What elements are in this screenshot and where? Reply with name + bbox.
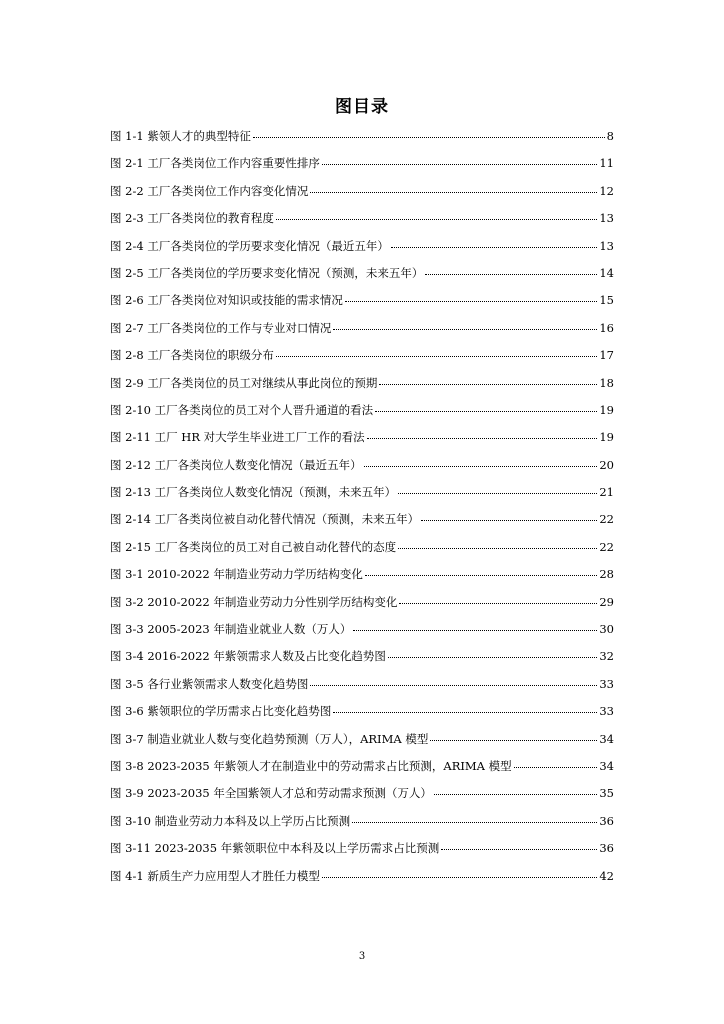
toc-entry-page: 8 bbox=[606, 129, 614, 143]
toc-entry-label: 图 3-1 2010-2022 年制造业劳动力学历结构变化 bbox=[110, 567, 363, 582]
toc-entry-label: 图 1-1 紫领人才的典型特征 bbox=[110, 129, 251, 143]
toc-entry[interactable] bbox=[110, 677, 614, 704]
toc-entry-page: 30 bbox=[599, 622, 614, 637]
dot-leader bbox=[322, 164, 598, 165]
toc-entry-page: 22 bbox=[599, 539, 614, 554]
toc-entry-label: 图 3-6 紫领职位的学历需求占比变化趋势图 bbox=[110, 704, 332, 719]
toc-entry[interactable] bbox=[110, 321, 614, 348]
dot-leader bbox=[364, 466, 598, 467]
dot-leader bbox=[421, 520, 597, 521]
toc-entry-page: 16 bbox=[599, 320, 614, 335]
toc-entry-page: 42 bbox=[599, 868, 614, 883]
dot-leader bbox=[367, 438, 598, 439]
dot-leader bbox=[352, 822, 597, 823]
dot-leader bbox=[322, 877, 598, 878]
toc-entry[interactable] bbox=[110, 266, 614, 293]
toc-entry-label: 图 2-3 工厂各类岗位的教育程度 bbox=[110, 211, 274, 226]
toc-entry-page: 32 bbox=[599, 649, 614, 664]
toc-entry[interactable] bbox=[110, 430, 614, 457]
dot-leader bbox=[365, 575, 597, 576]
toc-entry[interactable] bbox=[110, 540, 614, 567]
toc-entry-label: 图 3-8 2023-2035 年紫领人才在制造业中的劳动需求占比预测，ARIMA 模型 bbox=[110, 758, 512, 773]
toc-entry-label: 图 2-2 工厂各类岗位工作内容变化情况 bbox=[110, 183, 309, 198]
toc-entry[interactable] bbox=[110, 403, 614, 430]
page-number: 3 bbox=[358, 951, 366, 962]
toc-entry-label: 图 3-4 2016-2022 年紫领需求人数及占比变化趋势图 bbox=[110, 649, 386, 664]
dot-leader bbox=[388, 657, 597, 658]
toc-entry-label: 图 2-12 工厂各类岗位人数变化情况（最近五年） bbox=[110, 457, 362, 472]
dot-leader bbox=[391, 247, 598, 248]
dot-leader bbox=[345, 301, 598, 302]
dot-leader bbox=[276, 219, 598, 220]
toc-entry-label: 图 2-7 工厂各类岗位的工作与专业对口情况 bbox=[110, 320, 332, 335]
toc-entry-page: 19 bbox=[599, 430, 614, 445]
dot-leader bbox=[276, 356, 598, 357]
toc-entry-page: 12 bbox=[599, 183, 614, 198]
toc-entry[interactable] bbox=[110, 704, 614, 731]
toc-entry-page: 13 bbox=[599, 211, 614, 226]
toc-entry-page: 34 bbox=[599, 731, 614, 746]
toc-entry[interactable] bbox=[110, 293, 614, 320]
toc-entry-page: 33 bbox=[599, 676, 614, 691]
toc-entry-label: 图 2-6 工厂各类岗位对知识或技能的需求情况 bbox=[110, 293, 343, 308]
dot-leader bbox=[375, 411, 597, 412]
dot-leader bbox=[399, 603, 597, 604]
toc-entry[interactable] bbox=[110, 567, 614, 594]
toc-entry-label: 图 3-11 2023-2035 年紫领职位中本科及以上学历需求占比预测 bbox=[110, 841, 440, 856]
toc-entry-page: 20 bbox=[599, 457, 614, 472]
toc-entry-label: 图 2-8 工厂各类岗位的职级分布 bbox=[110, 348, 274, 363]
toc-entry-label: 图 3-7 制造业就业人数与变化趋势预测（万人），ARIMA 模型 bbox=[110, 731, 429, 746]
toc-entry-page: 29 bbox=[599, 594, 614, 609]
toc-entry[interactable] bbox=[110, 458, 614, 485]
toc-entry-page: 15 bbox=[599, 293, 614, 308]
dot-leader bbox=[514, 767, 598, 768]
toc-entry[interactable] bbox=[110, 841, 614, 868]
toc-entry[interactable] bbox=[110, 622, 614, 649]
dot-leader bbox=[333, 712, 597, 713]
toc-entry-label: 图 4-1 新质生产力应用型人才胜任力模型 bbox=[110, 868, 320, 883]
toc-entry-label: 图 2-1 工厂各类岗位工作内容重要性排序 bbox=[110, 156, 320, 171]
toc-entry-page: 19 bbox=[599, 402, 614, 417]
toc-entry-page: 34 bbox=[599, 758, 614, 773]
toc-entry[interactable] bbox=[110, 156, 614, 183]
dot-leader bbox=[398, 548, 597, 549]
toc-entry[interactable] bbox=[110, 512, 614, 539]
dot-leader bbox=[434, 794, 597, 795]
toc-entry[interactable] bbox=[110, 649, 614, 676]
toc-entry-page: 17 bbox=[599, 348, 614, 363]
toc-entry-page: 21 bbox=[599, 485, 614, 500]
toc-entry-page: 11 bbox=[599, 156, 614, 171]
toc-entry[interactable] bbox=[110, 348, 614, 375]
toc-entry-label: 图 2-15 工厂各类岗位的员工对自己被自动化替代的态度 bbox=[110, 539, 397, 554]
figure-list bbox=[110, 129, 614, 896]
toc-entry-page: 22 bbox=[599, 512, 614, 527]
toc-entry-label: 图 3-10 制造业劳动力本科及以上学历占比预测 bbox=[110, 813, 351, 828]
dot-leader bbox=[353, 630, 597, 631]
toc-entry-page: 35 bbox=[599, 786, 614, 801]
toc-entry-label: 图 2-11 工厂 HR 对大学生毕业进工厂工作的看法 bbox=[110, 430, 365, 445]
toc-entry-label: 图 2-14 工厂各类岗位被自动化替代情况（预测，未来五年） bbox=[110, 512, 420, 527]
dot-leader bbox=[310, 192, 597, 193]
dot-leader bbox=[333, 329, 597, 330]
toc-entry-page: 33 bbox=[599, 704, 614, 719]
toc-entry[interactable] bbox=[110, 239, 614, 266]
toc-entry-label: 图 2-4 工厂各类岗位的学历要求变化情况（最近五年） bbox=[110, 238, 389, 253]
toc-entry[interactable] bbox=[110, 732, 614, 759]
dot-leader bbox=[310, 685, 597, 686]
dot-leader bbox=[430, 740, 597, 741]
toc-entry-label: 图 2-10 工厂各类岗位的员工对个人晋升通道的看法 bbox=[110, 402, 374, 417]
dot-leader bbox=[253, 137, 605, 138]
dot-leader bbox=[379, 384, 597, 385]
dot-leader bbox=[398, 493, 597, 494]
dot-leader bbox=[425, 274, 597, 275]
toc-entry[interactable] bbox=[110, 759, 614, 786]
toc-entry[interactable] bbox=[110, 869, 614, 896]
toc-entry-label: 图 3-9 2023-2035 年全国紫领人才总和劳动需求预测（万人） bbox=[110, 786, 432, 801]
toc-entry[interactable] bbox=[110, 814, 614, 841]
toc-entry[interactable] bbox=[110, 129, 614, 156]
toc-entry-label: 图 3-3 2005-2023 年制造业就业人数（万人） bbox=[110, 622, 352, 637]
toc-entry-label: 图 2-9 工厂各类岗位的员工对继续从事此岗位的预期 bbox=[110, 375, 378, 390]
toc-entry-page: 13 bbox=[599, 238, 614, 253]
toc-entry[interactable] bbox=[110, 376, 614, 403]
toc-entry-label: 图 2-5 工厂各类岗位的学历要求变化情况（预测，未来五年） bbox=[110, 265, 424, 280]
toc-title: 图目录 bbox=[335, 97, 389, 117]
toc-entry[interactable] bbox=[110, 786, 614, 813]
toc-entry-label: 图 3-2 2010-2022 年制造业劳动力分性别学历结构变化 bbox=[110, 594, 398, 609]
dot-leader bbox=[441, 849, 597, 850]
toc-entry-page: 36 bbox=[599, 841, 614, 856]
toc-entry-page: 36 bbox=[599, 813, 614, 828]
toc-entry-label: 图 3-5 各行业紫领需求人数变化趋势图 bbox=[110, 676, 309, 691]
toc-entry[interactable] bbox=[110, 595, 614, 622]
toc-entry-page: 14 bbox=[599, 265, 614, 280]
toc-entry-label: 图 2-13 工厂各类岗位人数变化情况（预测，未来五年） bbox=[110, 485, 397, 500]
toc-entry-page: 18 bbox=[599, 375, 614, 390]
toc-entry[interactable] bbox=[110, 485, 614, 512]
toc-entry[interactable] bbox=[110, 184, 614, 211]
toc-entry[interactable] bbox=[110, 211, 614, 238]
toc-entry-page: 28 bbox=[599, 567, 614, 582]
